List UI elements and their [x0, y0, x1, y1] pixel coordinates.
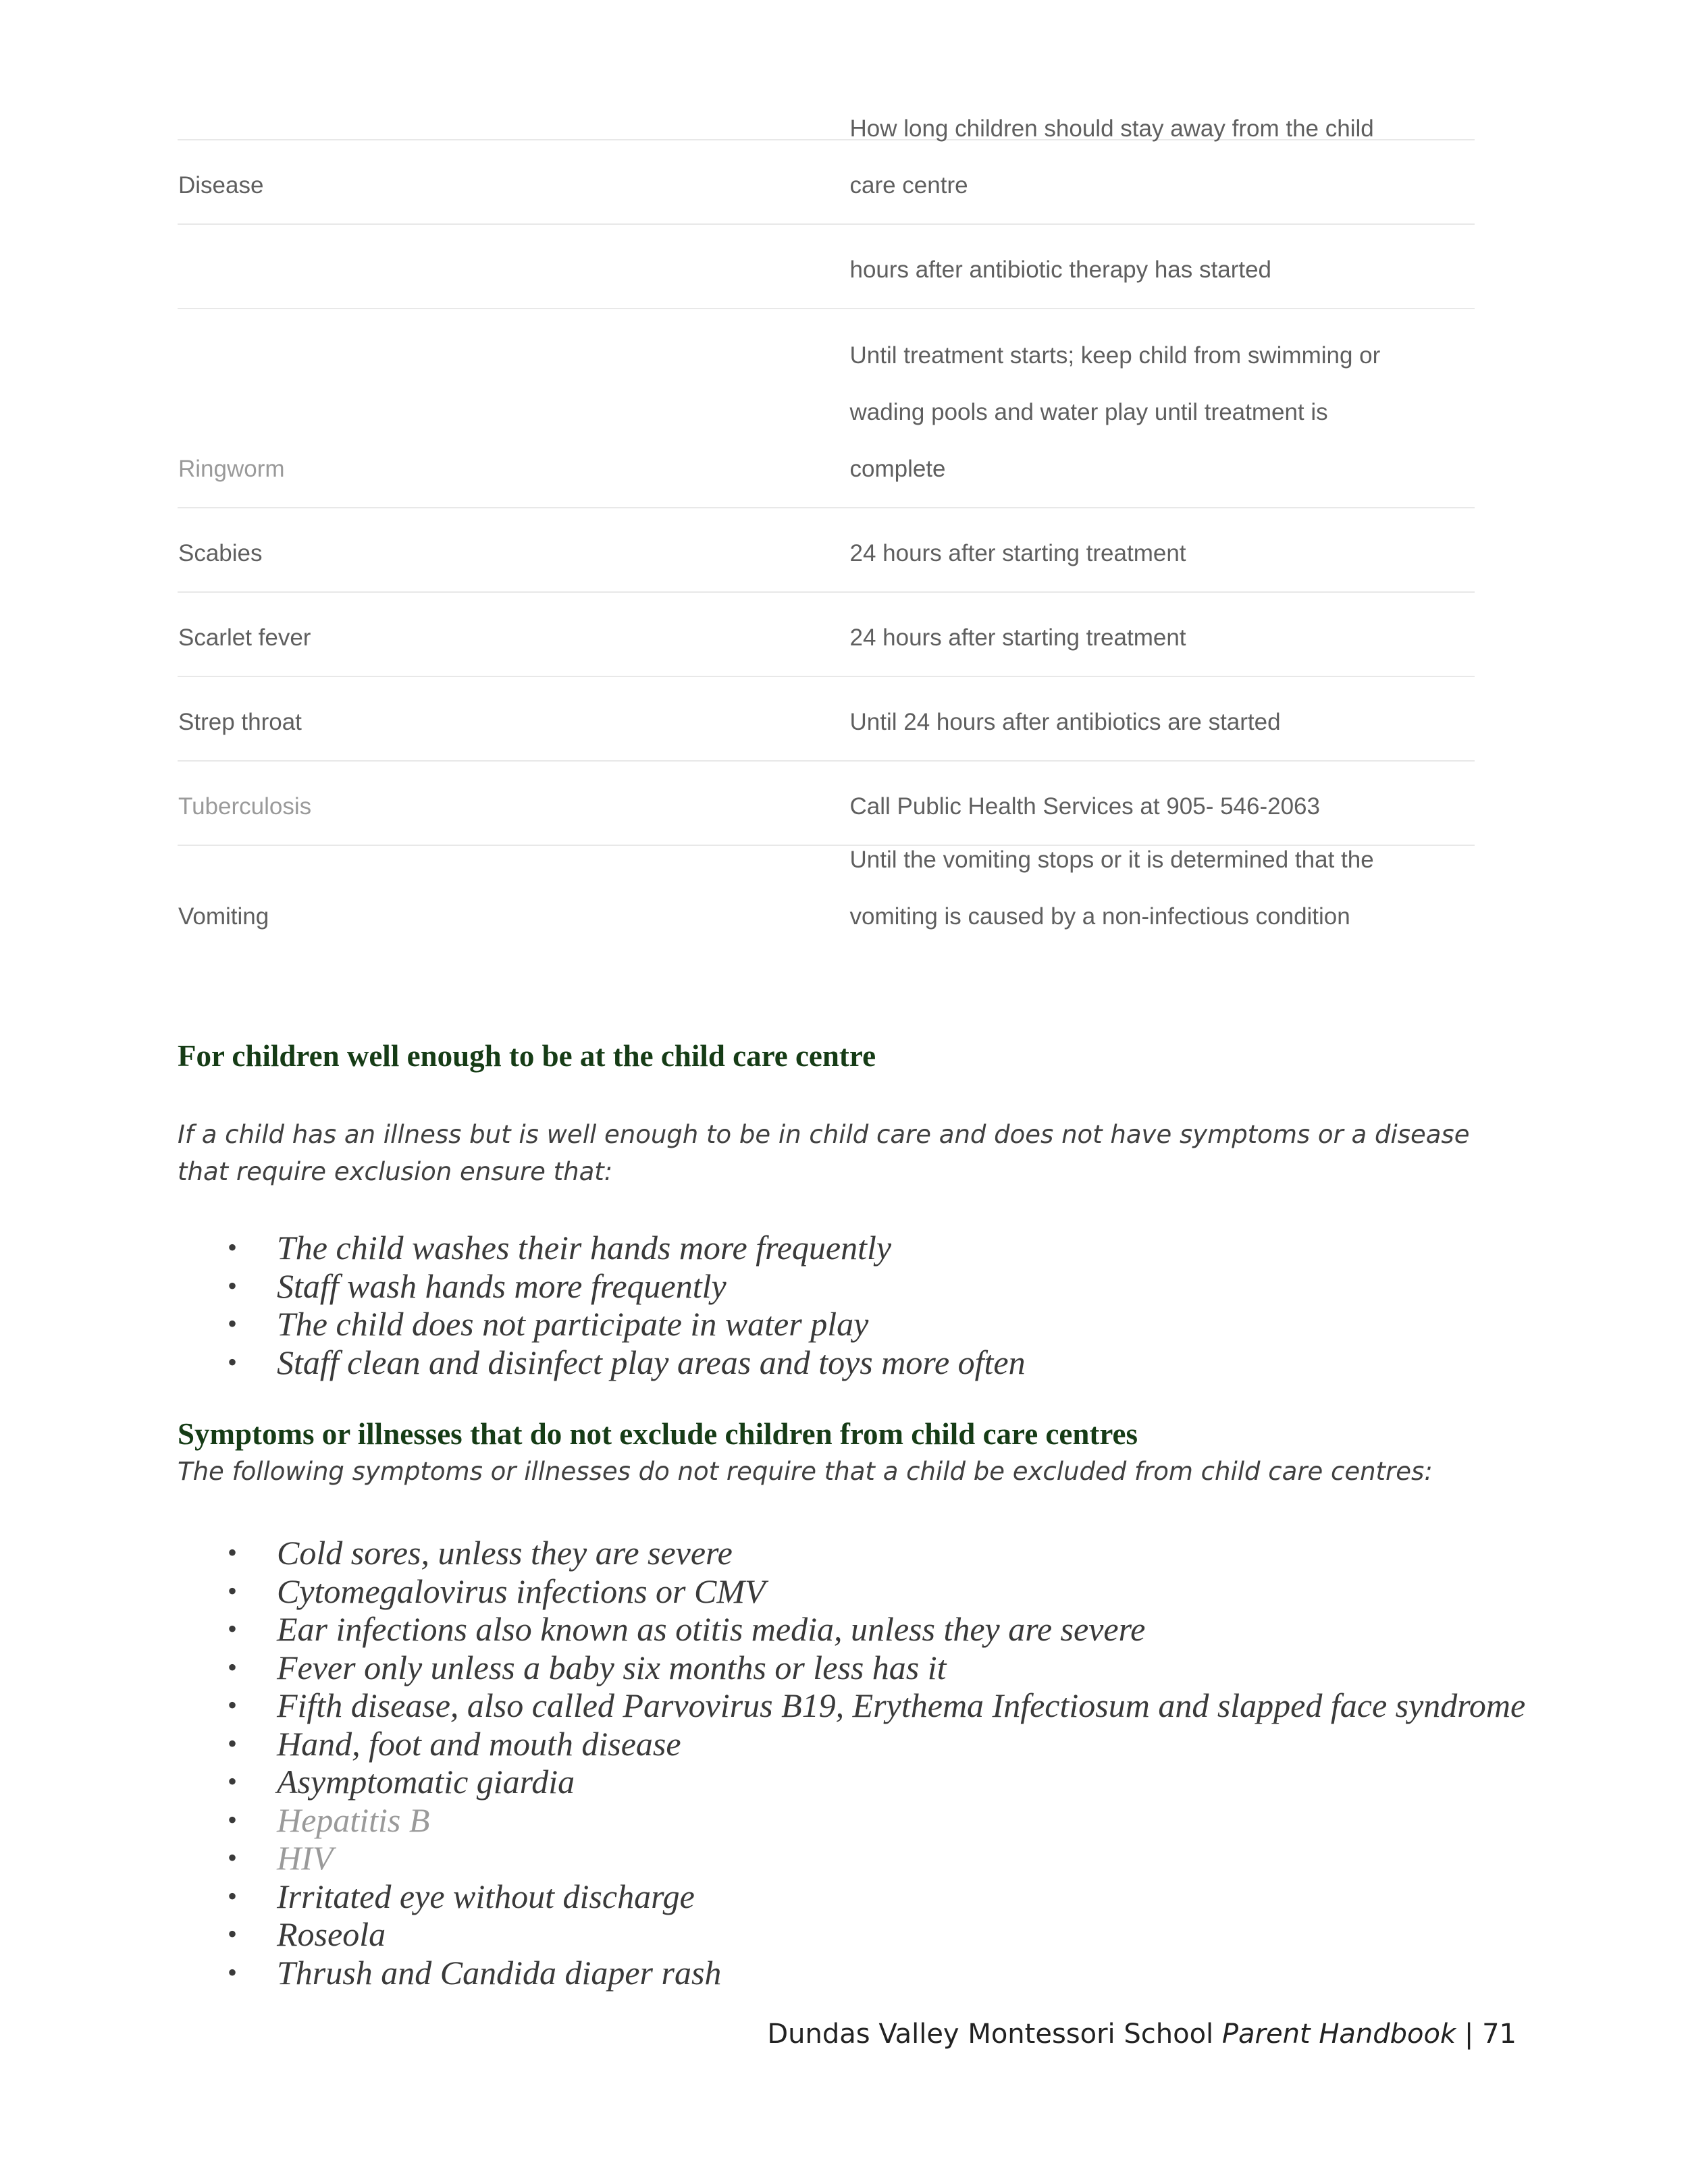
bullet: • [228, 1728, 238, 1759]
list-item: • The child does not participate in water play [228, 1305, 869, 1343]
time-away-cell: Until the vomiting stops or it is determined that the vomiting is caused by a non-infectious condition [849, 847, 1374, 930]
disease-cell: Scabies [178, 540, 263, 566]
bullet: • [228, 1956, 238, 1988]
header-disease: Disease [178, 172, 264, 198]
disease-cell: Tuberculosis [178, 793, 312, 820]
bullet: • [228, 1575, 238, 1606]
disease-cell: Vomiting [178, 903, 269, 930]
page-number: 71 [1482, 2019, 1516, 2050]
bullet: • [228, 1537, 238, 1568]
list-item: • Staff wash hands more frequently [228, 1267, 727, 1305]
table-row [178, 508, 1475, 593]
no-exclusion-list [228, 1534, 1525, 1992]
list-item: • Irritated eye without discharge [228, 1877, 695, 1915]
bullet: • [228, 1346, 238, 1377]
list-item: • HIV [228, 1839, 334, 1877]
list-item: • Asymptomatic giardia [228, 1763, 575, 1801]
bullet: • [228, 1308, 238, 1339]
list-item: • Hand, foot and mouth disease [228, 1724, 681, 1763]
bullet: • [228, 1651, 238, 1682]
list-item: • Fever only unless a baby six months or less has it [228, 1648, 947, 1686]
time-away-cell: Call Public Health Services at 905- 546-2063 [849, 793, 1320, 820]
table-header-row [178, 115, 1475, 225]
table-row [178, 677, 1475, 762]
bullet: • [228, 1614, 238, 1644]
bullet: • [228, 1232, 238, 1262]
bullet: • [228, 1270, 238, 1301]
list-item: • The child washes their hands more frequently [228, 1229, 892, 1267]
time-away-cell: 24 hours after starting treatment [849, 624, 1186, 651]
time-away-cell: 24 hours after starting treatment [849, 540, 1186, 566]
list-item: • Cytomegalovirus infections or CMV [228, 1572, 766, 1610]
table-row [178, 846, 1475, 951]
time-away-cell: Until 24 hours after antibiotics are started [849, 709, 1281, 735]
footer-doc-title: Parent Handbook [1221, 2019, 1456, 2050]
bullet: • [228, 1766, 238, 1796]
section-heading-no-exclusion: Symptoms or illnesses that do not exclude children from child care centres [178, 1417, 1138, 1451]
list-item: • Staff clean and disinfect play areas and toys more often [228, 1343, 1026, 1381]
bullet: • [228, 1842, 238, 1873]
exclusion-table [178, 115, 1475, 951]
bullet: • [228, 1919, 238, 1949]
disease-cell: Ringworm [178, 456, 285, 482]
footer-separator: | [1464, 2019, 1474, 2050]
bullet: • [228, 1804, 238, 1835]
disease-cell: Strep throat [178, 709, 302, 735]
page-footer [767, 2019, 1516, 2050]
section-intro-no-exclusion: The following symptoms or illnesses do not require that a child be excluded from child care centres: [178, 1457, 1433, 1486]
time-away-cell: hours after antibiotic therapy has started [849, 257, 1271, 283]
footer-school-name: Dundas Valley Montessori School [767, 2019, 1214, 2050]
list-item: • Cold sores, unless they are severe [228, 1534, 733, 1572]
list-item: • Hepatitis B [228, 1801, 430, 1839]
table-row [178, 309, 1475, 508]
disease-cell: Scarlet fever [178, 624, 311, 651]
bullet: • [228, 1690, 238, 1720]
list-item: • Ear infections also known as otitis media, unless they are severe [228, 1610, 1146, 1648]
list-item: • Fifth disease, also called Parvovirus B19, Erythema Infectiosum and slapped face syndrome [228, 1686, 1526, 1724]
list-item: • Thrush and Candida diaper rash [228, 1953, 722, 1992]
well-enough-list [228, 1229, 1026, 1381]
section-heading-well-enough: For children well enough to be at the child care centre [178, 1039, 876, 1073]
section-intro-well-enough: If a child has an illness but is well enough to be in child care and does not have symptoms or a disease that require exclusion ensure that: [178, 1120, 1470, 1186]
bullet: • [228, 1880, 238, 1911]
table-row [178, 593, 1475, 677]
time-away-cell: Until treatment starts; keep child from swimming or wading pools and water play until treatment is complete [849, 342, 1381, 482]
list-item: • Roseola [228, 1915, 386, 1953]
header-time-away: How long children should stay away from the child care centre [849, 115, 1374, 198]
table-row [178, 225, 1475, 309]
